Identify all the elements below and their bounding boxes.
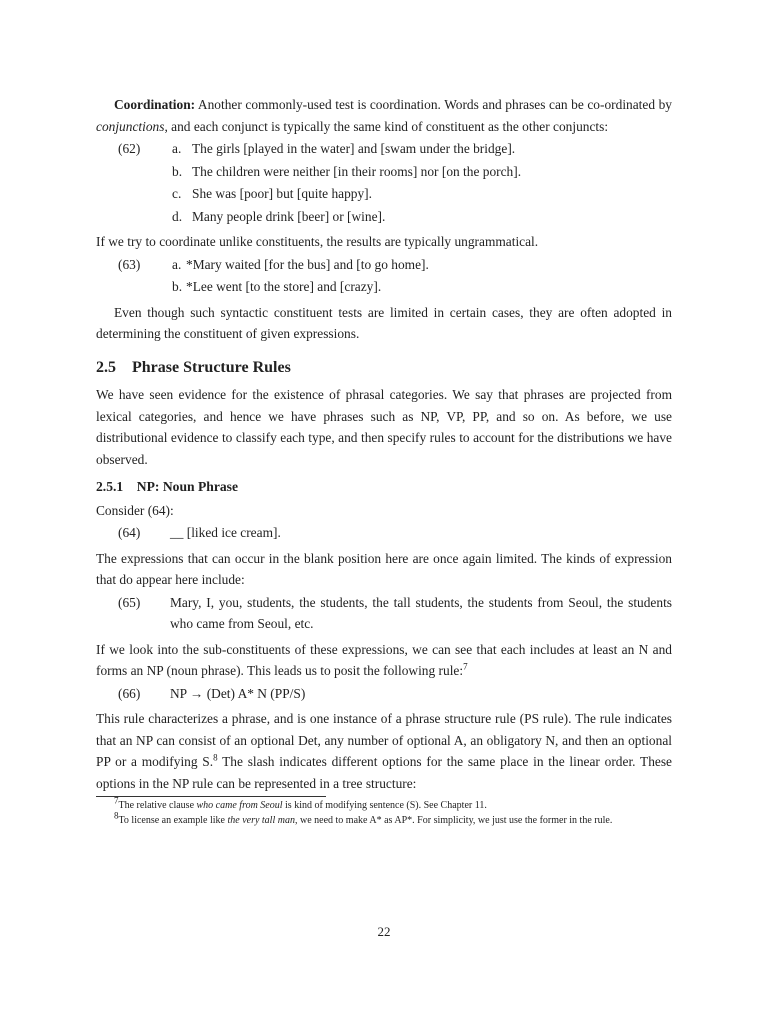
example-letter: c.: [172, 186, 182, 201]
subsection-heading: [96, 476, 672, 498]
example-number: (65): [118, 594, 141, 610]
look-into-paragraph: [96, 639, 672, 682]
section-title: Phrase Structure Rules: [132, 358, 291, 376]
subsection-title: NP: Noun Phrase: [136, 479, 238, 494]
example-63a: [96, 254, 672, 276]
footnote-mark: 7: [114, 795, 119, 806]
subsection-number: 2.5.1: [96, 479, 124, 494]
example-number: (63): [118, 256, 141, 272]
unlike-paragraph: If we try to coordinate unlike constituents, the results are typically ungrammatical.: [96, 234, 539, 249]
footnote-text: The relative clause: [118, 800, 197, 811]
section-paragraph: We have seen evidence for the existence of phrasal categories. We say that phrases are projected from lexical categories, and hence we have phrases such as NP, VP, PP, and so on. As before, we use distributional evidence to classify each type, and then specify rules to account for the distributions we have observed.: [96, 387, 672, 467]
example-text: *Lee went [to the store] and [crazy].: [186, 279, 382, 294]
example-text: She was [poor] but [quite happy].: [192, 186, 372, 201]
example-text: NP → (Det) A* N (PP/S): [170, 685, 306, 701]
rule-paragraph: [96, 708, 672, 794]
example-number: (66): [118, 685, 141, 701]
example-62a: [96, 138, 672, 160]
example-number: (64): [118, 525, 141, 540]
footnote-text: To license an example like: [118, 815, 228, 826]
example-letter: a.: [172, 141, 182, 156]
footnote-text: , we need to make A* as AP*. For simplicity, we just use the former in the rule.: [294, 815, 613, 826]
coordination-lead: Coordination:: [114, 97, 196, 112]
example-letter: a.: [172, 256, 182, 272]
example-letter: b.: [172, 279, 183, 294]
conjunctions-term: conjunctions: [96, 118, 165, 134]
footnote-italic: who came from Seoul: [196, 800, 283, 811]
example-text: The girls [played in the water] and [swam under the bridge].: [192, 141, 516, 156]
page-body: [96, 94, 672, 828]
example-text: The children were neither [in their rooms] nor [on the porch].: [192, 163, 522, 179]
example-65: [96, 592, 672, 635]
rule-text-1: This rule characterizes a phrase, and is one instance of a phrase structure rule (PS rule). The rule indicates that an NP can consist of an optional Det, any number of optional A, an obligatory N, and then an optional PP or a modifying S.: [96, 711, 672, 769]
look-into-text: If we look into the sub-constituents of these expressions, we can see that each includes at least an N and forms an NP (noun phrase). This leads us to posit the following rule:: [96, 641, 672, 678]
example-66: [96, 683, 672, 705]
footnote-divider: [96, 796, 326, 797]
example-62c: [96, 183, 672, 205]
example-text: Mary, I, you, students, the students, the tall students, the students from Seoul, the students who came from Seoul, etc.: [170, 594, 672, 631]
footnote-text: is kind of modifying sentence (S). See Chapter 11.: [282, 800, 487, 811]
coordination-text2: , and each conjunct is typically the same kind of constituent as the other conjuncts:: [164, 118, 609, 134]
example-text: *Mary waited [for the bus] and [to go home].: [186, 256, 429, 272]
footnote-8: [96, 810, 672, 828]
example-63b: [96, 276, 672, 298]
footnote-ref-7[interactable]: 7: [463, 661, 468, 672]
example-letter: b.: [172, 163, 183, 179]
even-though-paragraph: Even though such syntactic constituent tests are limited in certain cases, they are often adopted in determining the constituent of given expressions.: [96, 304, 672, 341]
coordination-paragraph: [96, 94, 672, 137]
example-number: (62): [118, 141, 141, 156]
example-text: __ [liked ice cream].: [170, 525, 281, 540]
footnote-ref-8[interactable]: 8: [213, 752, 218, 763]
example-62b: [96, 161, 672, 183]
blank-paragraph: The expressions that can occur in the blank position here are once again limited. The kinds of expression that do appear here include:: [96, 550, 672, 587]
example-letter: d.: [172, 208, 183, 224]
footnote-7: [96, 795, 672, 813]
coordination-text1: Another commonly-used test is coordination. Words and phrases can be co-ordinated by: [195, 97, 672, 112]
example-62d: [96, 206, 672, 228]
footnote-mark: 8: [114, 810, 119, 821]
rule-text-2: The slash indicates different options for the same place in the linear order. These options in the NP rule can be represented in a tree structure:: [96, 754, 672, 791]
footnote-italic: the very tall man: [227, 815, 295, 826]
example-64: [96, 522, 672, 544]
page-number: 22: [377, 924, 391, 939]
example-text: Many people drink [beer] or [wine].: [192, 208, 386, 224]
section-number: 2.5: [96, 358, 116, 376]
consider-line: Consider (64):: [96, 502, 174, 518]
section-heading: [96, 357, 672, 379]
